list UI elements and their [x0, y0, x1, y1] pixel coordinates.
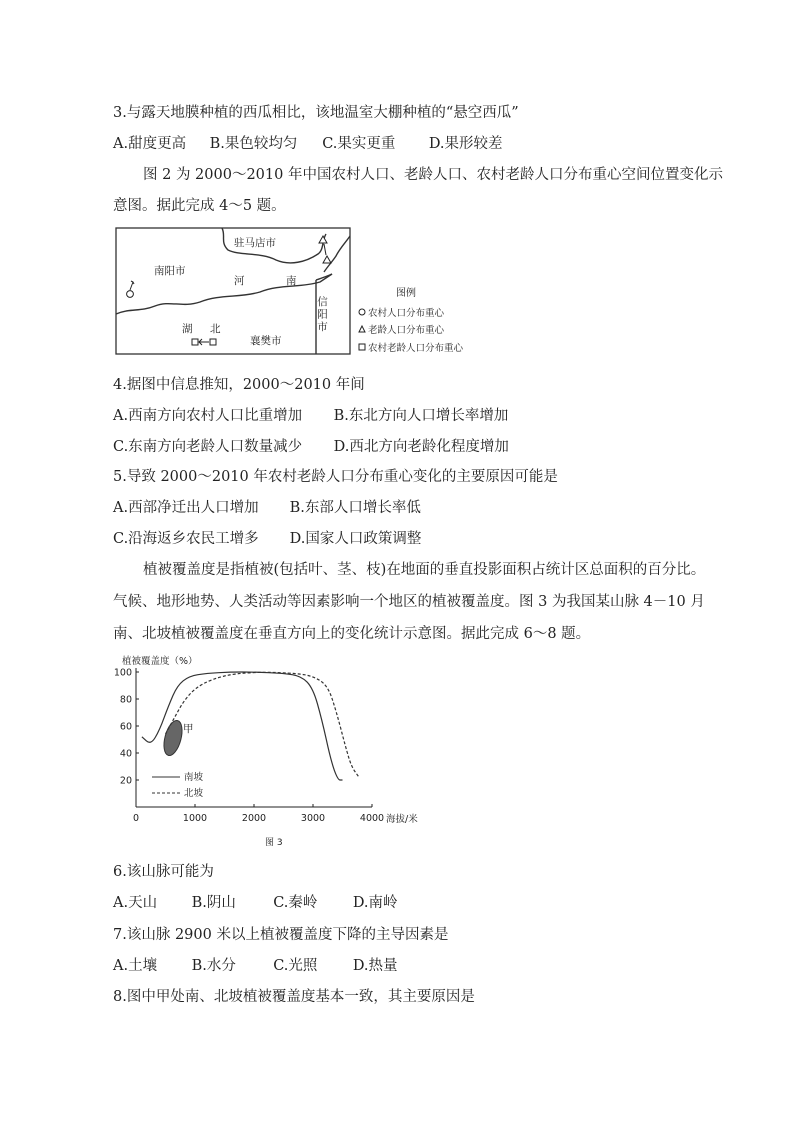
map-label-zhumadian: 驻马店市	[234, 237, 276, 249]
chart-ylabel: 植被覆盖度（%）	[122, 656, 198, 667]
legend-triangle-icon	[359, 326, 365, 332]
x-tick-label: 1000	[182, 813, 208, 824]
legend-square-icon	[359, 344, 365, 350]
map-label-he: 河	[234, 275, 245, 287]
legend-item-elderly: 老龄人口分布重心	[368, 325, 445, 336]
q5-options-row2	[113, 529, 421, 549]
q6-option-d: D.南岭	[352, 895, 398, 911]
q3-stem: 3.与露天地膜种植的西瓜相比，该地温室大棚种植的“悬空西瓜”	[113, 105, 519, 121]
q5-option-d: D.国家人口政策调整	[289, 531, 422, 547]
q7-option-c: C.光照	[273, 958, 318, 974]
intro-fig3-line1: 植被覆盖度是指植被(包括叶、茎、枝)在地面的垂直投影面积占统计区总面积的百分比。	[143, 562, 706, 578]
q7-option-b: B.水分	[191, 958, 236, 974]
y-tick-label: 40	[119, 748, 132, 760]
q5-option-c: C.沿海返乡农民工增多	[113, 531, 259, 547]
chart-caption: 图 3	[265, 838, 283, 848]
q6-options	[113, 893, 398, 913]
q6-stem: 6.该山脉可能为	[113, 864, 214, 880]
map-label-bei: 北	[210, 323, 221, 335]
q3-option-c: C.果实更重	[322, 136, 396, 152]
q4-stem: 4.据图中信息推知，2000～2010 年间	[113, 377, 365, 393]
rural-population-center-marker	[127, 291, 134, 298]
q4-options-row2	[113, 437, 509, 457]
x-tick-label: 0	[132, 813, 140, 824]
map-label-xinyang: 信阳市	[316, 296, 328, 334]
legend-item-rural: 农村人口分布重心	[368, 308, 445, 319]
q4-option-a: A.西南方向农村人口比重增加	[113, 408, 303, 424]
q6-option-b: B.阴山	[191, 895, 236, 911]
x-tick-label: 4000	[359, 813, 385, 824]
intro-fig3-line3: 南、北坡植被覆盖度在垂直方向上的变化统计示意图。据此完成 6～8 题。	[113, 626, 591, 642]
q8-stem: 8.图中甲处南、北坡植被覆盖度基本一致，其主要原因是	[113, 989, 475, 1005]
q7-stem: 7.该山脉 2900 米以上植被覆盖度下降的主导因素是	[113, 927, 449, 943]
vegetation-coverage-chart	[110, 650, 450, 855]
q4-option-c: C.东南方向老龄人口数量减少	[113, 439, 303, 455]
q5-options-row1	[113, 498, 421, 518]
q7-options	[113, 956, 398, 976]
q3-option-b: B.果色较均匀	[209, 136, 298, 152]
x-tick-label: 3000	[300, 813, 326, 824]
map-label-hu: 湖	[182, 323, 193, 335]
q4-option-d: D.西北方向老龄化程度增加	[333, 439, 509, 455]
y-tick-label: 80	[119, 694, 132, 706]
population-center-map	[110, 226, 490, 360]
q5-option-a: A.西部净迁出人口增加	[113, 500, 259, 516]
legend-circle-icon	[359, 309, 365, 315]
map-label-nanyang: 南阳市	[154, 265, 186, 277]
y-tick-label: 100	[113, 667, 132, 679]
q3-option-d: D.果形较差	[428, 136, 503, 152]
q5-stem: 5.导致 2000～2010 年农村老龄人口分布重心变化的主要原因可能是	[113, 469, 558, 485]
q7-option-d: D.热量	[352, 958, 398, 974]
intro-fig2-line1: 图 2 为 2000～2010 年中国农村人口、老龄人口、农村老龄人口分布重心空间位置变化示	[143, 167, 723, 183]
q4-options-row1	[113, 406, 508, 426]
q6-option-a: A.天山	[113, 895, 158, 911]
q5-option-b: B.东部人口增长率低	[289, 500, 421, 516]
legend-title: 图例	[396, 288, 416, 299]
y-tick-label: 60	[119, 721, 132, 733]
q3-options	[113, 134, 503, 154]
series-line-north-slope	[166, 672, 360, 777]
rural-elderly-center-marker-start	[192, 339, 198, 345]
q6-option-c: C.秦岭	[273, 895, 318, 911]
map-label-nan: 南	[286, 275, 297, 287]
map-label-xiangfan: 襄樊市	[250, 335, 282, 347]
legend-item-rural-elderly: 农村老龄人口分布重心	[368, 343, 464, 354]
q7-option-a: A.土壤	[113, 958, 158, 974]
chart-annotation-jia: 甲	[183, 723, 194, 735]
intro-fig3-line2: 气候、地形地势、人类活动等因素影响一个地区的植被覆盖度。图 3 为我国某山脉 4－10 月	[113, 594, 705, 610]
rural-elderly-center-marker-end	[210, 339, 216, 345]
region-jia-marker	[161, 719, 186, 758]
y-tick-label: 20	[119, 775, 132, 787]
intro-fig2-line2: 意图。据此完成 4～5 题。	[113, 198, 286, 214]
chart-xlabel: 海拔/米	[386, 814, 418, 825]
x-tick-label: 2000	[241, 813, 267, 824]
legend-north-label: 北坡	[184, 788, 204, 799]
q3-option-a: A.甜度更高	[113, 136, 187, 152]
legend-south-label: 南坡	[184, 772, 204, 783]
q4-option-b: B.东北方向人口增长率增加	[333, 408, 509, 424]
